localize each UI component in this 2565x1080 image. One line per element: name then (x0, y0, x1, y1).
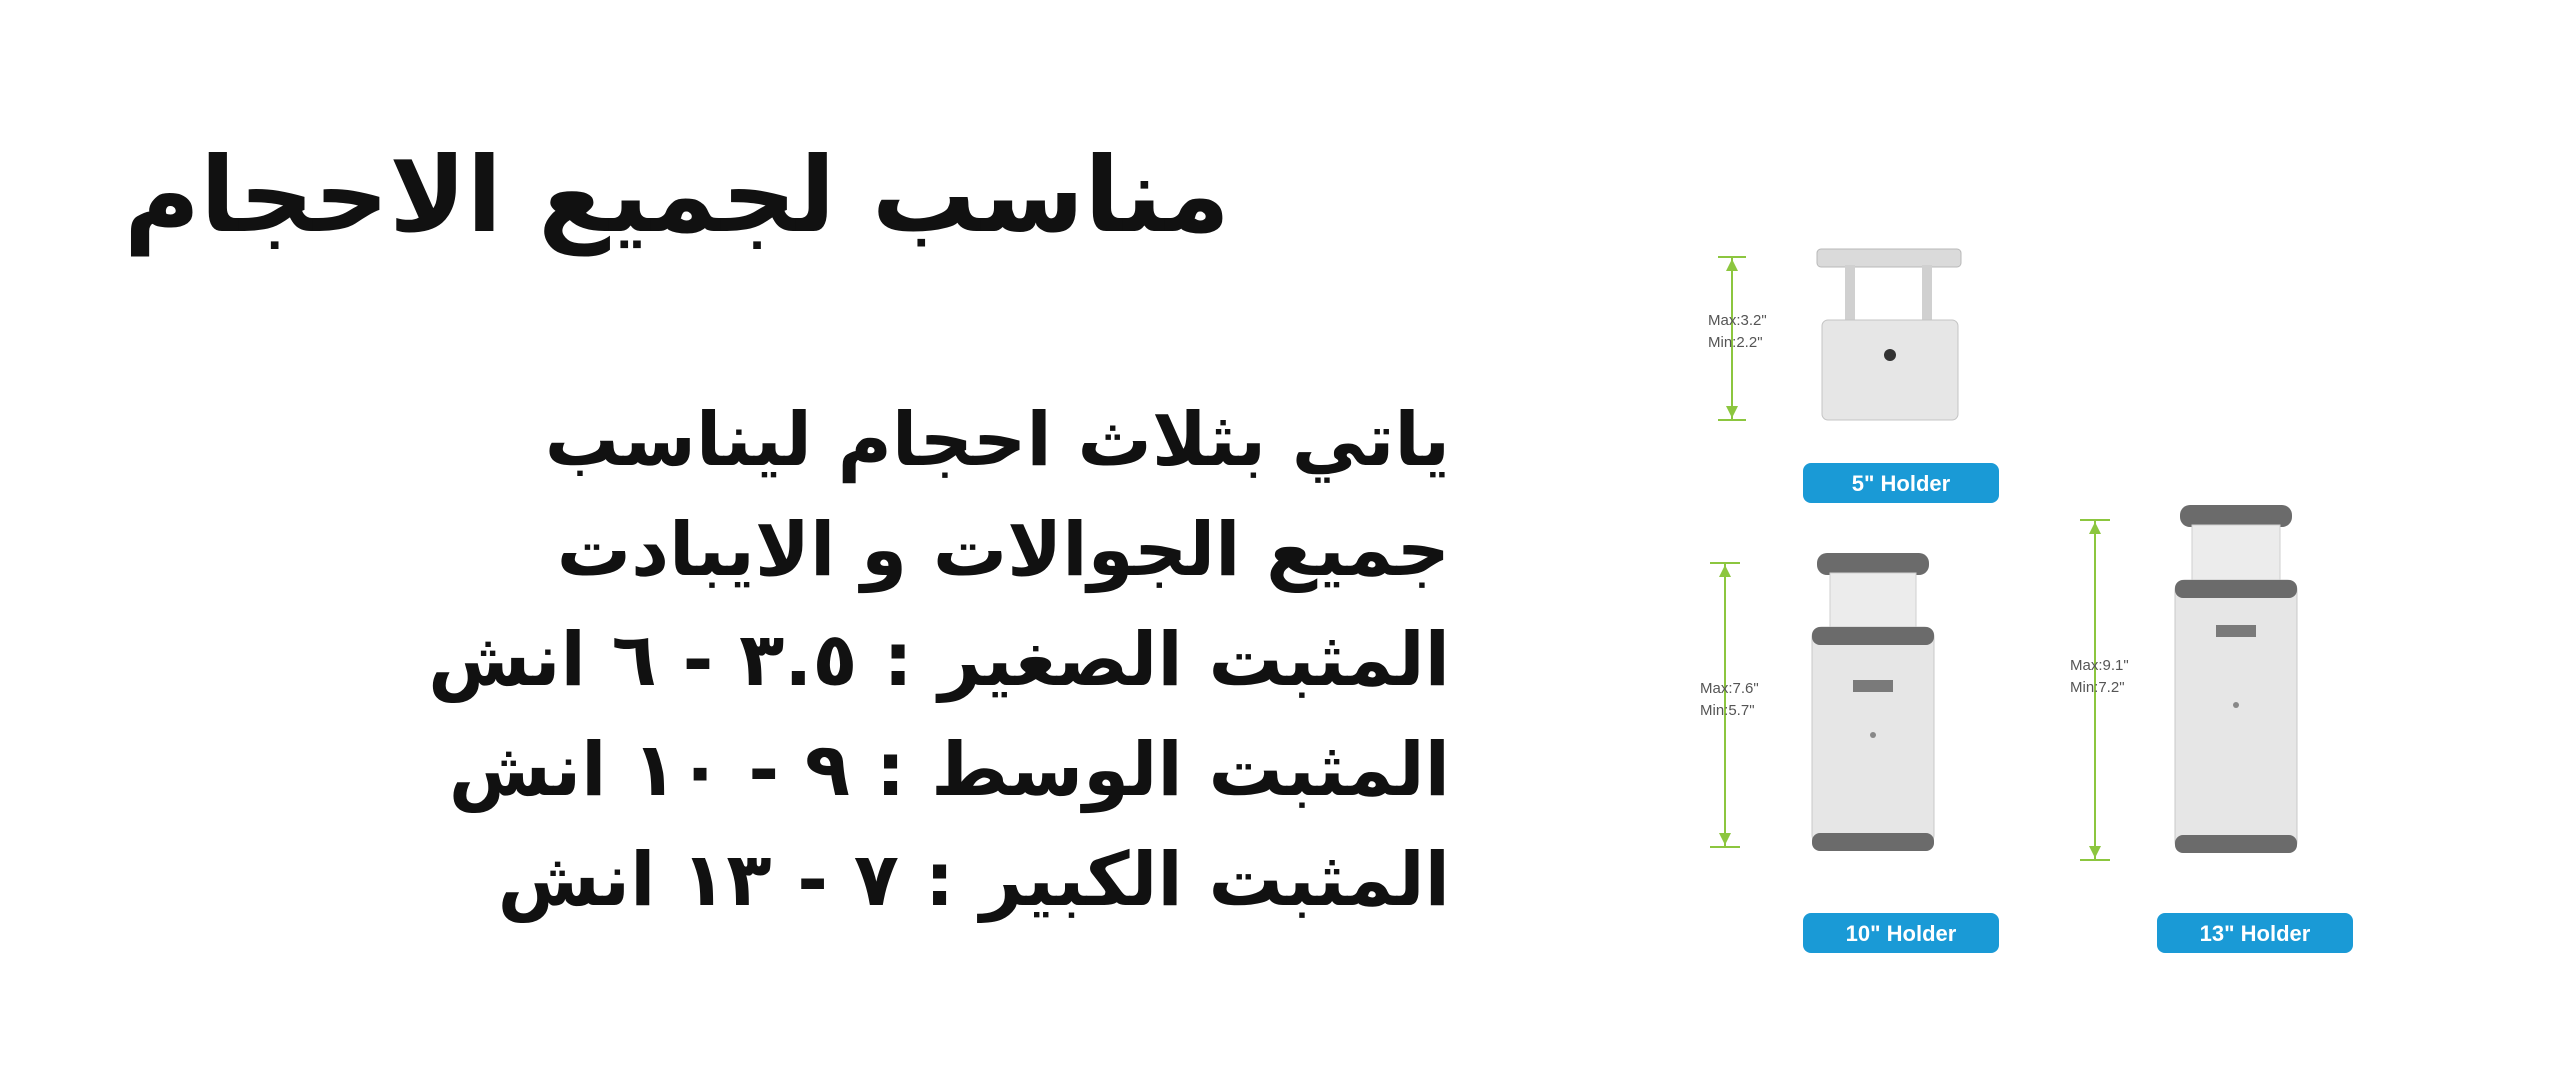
large-holder-badge (2157, 913, 2353, 953)
large-holder (2070, 505, 2353, 953)
large-holder-max: Max:9.1" (2070, 657, 2129, 674)
holder-size-diagram (1660, 235, 2400, 965)
small-holder-min: Min:2.2" (1708, 334, 1763, 351)
holder-size-figure (1660, 235, 2400, 965)
large-holder-dimension (2070, 520, 2129, 860)
small-holder-label: 5" Holder (1851, 471, 1951, 496)
medium-holder (1700, 553, 1999, 953)
large-holder-device (2175, 505, 2297, 853)
small-holder (1708, 249, 1999, 503)
large-holder-label: 13" Holder (2199, 921, 2311, 946)
description-block (330, 385, 1450, 935)
medium-holder-max: Max:7.6" (1700, 680, 1759, 697)
medium-holder-device (1812, 553, 1934, 851)
small-holder-device (1817, 249, 1961, 420)
small-holder-dimension (1708, 257, 1767, 420)
medium-holder-min: Min:5.7" (1700, 702, 1755, 719)
small-holder-badge (1803, 463, 1999, 503)
description-line-small-holder: المثبت الصغير : ٣.٥ - ٦ انش (428, 617, 1450, 703)
description-line-large-holder: المثبت الكبير : ٧ - ١٣ انش (497, 837, 1450, 923)
small-holder-max: Max:3.2" (1708, 312, 1767, 329)
medium-holder-label: 10" Holder (1845, 921, 1957, 946)
medium-holder-badge (1803, 913, 1999, 953)
medium-holder-dimension (1700, 563, 1759, 847)
description-line: جميع الجوالات و الايبادت (556, 507, 1450, 593)
large-holder-min: Min:7.2" (2070, 679, 2125, 696)
page-title: مناسب لجميع الاحجام (123, 134, 1230, 256)
description-line: ياتي بثلاث احجام ليناسب (544, 397, 1450, 483)
description-line-medium-holder: المثبت الوسط : ٩ - ١٠ انش (448, 727, 1450, 813)
